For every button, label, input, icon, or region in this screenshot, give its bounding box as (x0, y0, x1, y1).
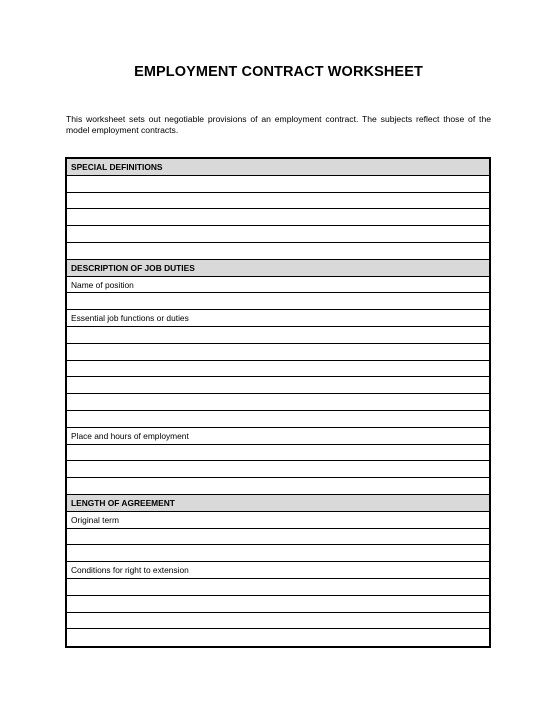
blank-entry-row[interactable] (67, 613, 489, 630)
blank-entry-row[interactable] (67, 293, 489, 310)
blank-entry-row[interactable] (67, 529, 489, 546)
blank-entry-row[interactable] (67, 209, 489, 226)
blank-entry-row[interactable] (67, 394, 489, 411)
worksheet-table (65, 157, 491, 648)
blank-entry-row[interactable] (67, 461, 489, 478)
field-label-row: Essential job functions or duties (67, 310, 489, 327)
blank-entry-row[interactable] (67, 478, 489, 495)
blank-entry-row[interactable] (67, 579, 489, 596)
blank-entry-row[interactable] (67, 629, 489, 646)
blank-entry-row[interactable] (67, 411, 489, 428)
blank-entry-row[interactable] (67, 193, 489, 210)
blank-entry-row[interactable] (67, 596, 489, 613)
blank-entry-row[interactable] (67, 243, 489, 260)
field-label-row: Original term (67, 512, 489, 529)
intro-paragraph: This worksheet sets out negotiable provisions of an employment contract. The subjects reflect those of the model employment contracts. (66, 114, 491, 135)
field-label-row: Place and hours of employment (67, 428, 489, 445)
blank-entry-row[interactable] (67, 377, 489, 394)
document-title: EMPLOYMENT CONTRACT WORKSHEET (134, 64, 423, 80)
blank-entry-row[interactable] (67, 226, 489, 243)
blank-entry-row[interactable] (67, 545, 489, 562)
blank-entry-row[interactable] (67, 361, 489, 378)
section-header: LENGTH OF AGREEMENT (67, 495, 489, 512)
blank-entry-row[interactable] (67, 445, 489, 462)
section-header: SPECIAL DEFINITIONS (67, 159, 489, 176)
field-label-row: Conditions for right to extension (67, 562, 489, 579)
blank-entry-row[interactable] (67, 176, 489, 193)
blank-entry-row[interactable] (67, 327, 489, 344)
section-header: DESCRIPTION OF JOB DUTIES (67, 260, 489, 277)
field-label-row: Name of position (67, 277, 489, 294)
blank-entry-row[interactable] (67, 344, 489, 361)
